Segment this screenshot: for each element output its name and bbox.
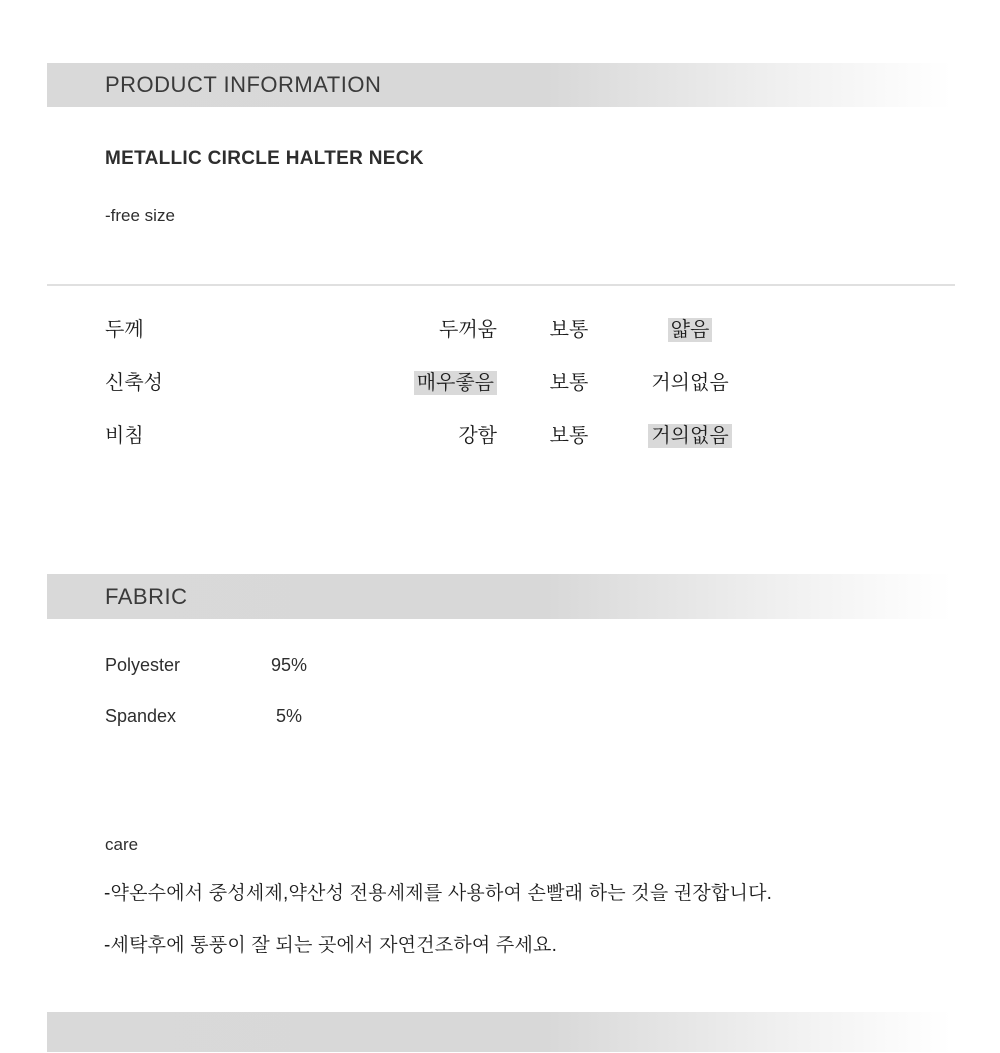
care-instruction-2: -세탁후에 통풍이 잘 되는 곳에서 자연건조하여 주세요. <box>104 935 558 956</box>
attribute-option-selected: 얇음 <box>668 318 713 342</box>
attribute-option-cell <box>519 313 619 342</box>
bottom-section-bar <box>47 1012 952 1052</box>
attribute-option-cell <box>337 419 497 448</box>
material-name: Spandex <box>105 706 177 726</box>
attribute-option: 강함 <box>458 425 497 447</box>
attribute-row-elasticity <box>47 366 952 392</box>
attribute-row-thickness <box>47 313 952 339</box>
product-information-header-bar <box>47 63 952 107</box>
material-percent: 95% <box>270 655 308 675</box>
attribute-option-cell <box>519 366 619 395</box>
composition-row-spandex <box>47 706 952 730</box>
product-information-title: PRODUCT INFORMATION <box>105 72 382 97</box>
fabric-header-bar <box>47 574 952 619</box>
material-percent: 5% <box>275 706 302 726</box>
attribute-option: 보통 <box>549 319 589 341</box>
material-name: Polyester <box>105 655 181 675</box>
fabric-title: FABRIC <box>105 583 188 609</box>
section-divider <box>47 284 955 286</box>
attribute-option-cell <box>630 419 750 448</box>
attribute-option: 두꺼움 <box>439 319 497 341</box>
attribute-option-cell <box>519 419 619 448</box>
attribute-option-selected: 거의없음 <box>648 424 731 448</box>
attribute-option: 보통 <box>549 425 589 447</box>
attribute-label: 두께 <box>105 319 144 341</box>
attribute-option-cell <box>630 366 750 395</box>
attribute-option: 보통 <box>549 372 589 394</box>
attribute-label: 신축성 <box>105 372 163 394</box>
composition-row-polyester <box>47 655 952 679</box>
care-label: care <box>105 835 139 854</box>
attribute-option: 거의없음 <box>651 372 729 394</box>
attribute-option-cell <box>337 366 497 395</box>
attribute-row-sheerness <box>47 419 952 445</box>
care-instruction-1: -약온수에서 중성세제,약산성 전용세제를 사용하여 손빨래 하는 것을 권장합니다. <box>104 883 773 904</box>
attribute-label: 비침 <box>105 425 144 447</box>
size-note: -free size <box>105 206 175 225</box>
attribute-option-cell <box>630 313 750 342</box>
attribute-option-cell <box>337 313 497 342</box>
product-name: METALLIC CIRCLE HALTER NECK <box>105 148 424 169</box>
attribute-option-selected: 매우좋음 <box>414 371 497 395</box>
